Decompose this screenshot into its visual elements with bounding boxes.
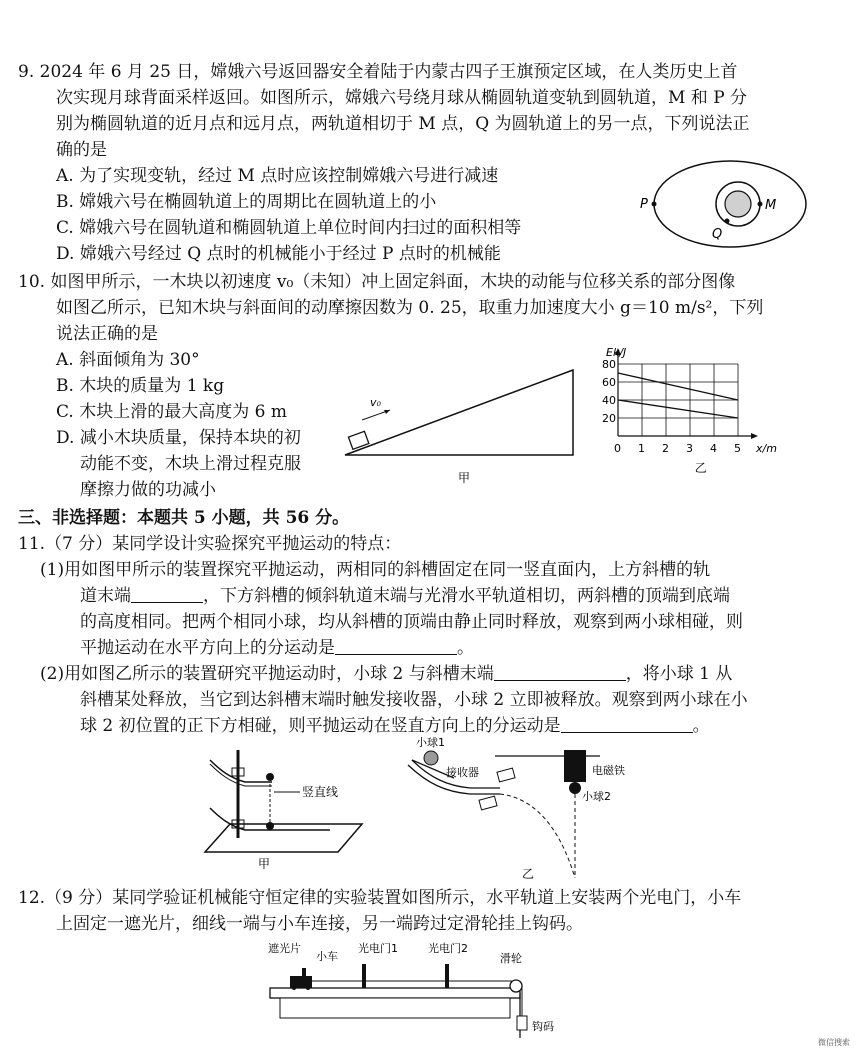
ek-y-axis-label: Ek/J: [606, 346, 627, 359]
watermark: 微信搜索: [818, 1038, 850, 1047]
q9-option-c: C. 嫦娥六号在圆轨道和椭圆轨道上单位时间内扫过的面积相等: [56, 218, 522, 238]
ball2-label: 小球2: [582, 790, 611, 803]
incline-figure: [340, 360, 585, 490]
q12-stem-line-1: 12.（9 分）某同学验证机械能守恒定律的实验装置如图所示，水平轨道上安装两个光电门，小车: [18, 888, 742, 908]
apparatus-yi-caption: 乙: [522, 867, 535, 881]
q11-p2-line-3: [80, 714, 710, 738]
ek-x-tick-label: 4: [710, 442, 717, 455]
q11-p1-line-2-end: ，下方斜槽的倾斜轨道末端与光滑水平轨道相切，两斜槽的顶端到底端: [203, 586, 730, 606]
pulley-label: 滑轮: [500, 952, 522, 965]
q9-option-d: D. 嫦娥六号经过 Q 点时的机械能小于经过 P 点时的机械能: [56, 244, 501, 264]
q11-p1-line-1: (1)用如图甲所示的装置探究平抛运动，两相同的斜槽固定在同一竖直面内，上方斜槽的轨: [40, 560, 711, 580]
ek-chart-caption: 乙: [694, 461, 707, 475]
q9-option-a: A. 为了实现变轨，经过 M 点时应该控制嫦娥六号进行减速: [56, 166, 499, 186]
q11-intro: 11.（7 分）某同学设计实验探究平抛运动的特点：: [18, 534, 402, 554]
q11-p1-line-2: [80, 584, 730, 608]
q10-stem-line-3: 说法正确的是: [56, 324, 158, 344]
q10-stem-line-2: 如图乙所示，已知木块与斜面间的动摩擦因数为 0. 25，取重力加速度大小 g＝10 m/s²，下列: [56, 298, 764, 318]
q10-stem-line-1: 10. 如图甲所示，一木块以初速度 v₀（未知）冲上固定斜面，木块的动能与位移关系的部分图像: [18, 272, 736, 292]
q11-p1-line-4-end: 。: [457, 638, 474, 658]
ek-y-tick-label: 60: [602, 376, 616, 389]
section-3-heading: 三、非选择题：本题共 5 小题，共 56 分。: [18, 508, 350, 528]
incline-caption: 甲: [458, 471, 471, 485]
q9-stem-line-2: 次实现月球背面采样返回。如图所示，嫦娥六号绕月球从椭圆轨道变轨到圆轨道，M 和 P 分: [56, 88, 748, 108]
ek-x-tick-label: 2: [662, 442, 669, 455]
weight-label: 钩码: [532, 1020, 554, 1033]
answer-blank-4[interactable]: [561, 714, 693, 733]
ek-y-tick-label: 40: [602, 394, 616, 407]
q11-p2-line-1-end: ，将小球 1 从: [625, 664, 733, 684]
gate1-label: 光电门1: [358, 942, 398, 955]
q11-p1-line-4: [80, 636, 474, 660]
projectile-apparatus-yi: [400, 738, 640, 880]
receiver-label: 接收器: [446, 766, 479, 779]
q11-p2-line-1: [40, 662, 732, 686]
q10-option-b: B. 木块的质量为 1 kg: [56, 376, 225, 396]
q11-p1-line-2-start: 道末端: [80, 586, 131, 606]
q10-option-c: C. 木块上滑的最大高度为 6 m: [56, 402, 287, 422]
ball1-label: 小球1: [416, 736, 445, 749]
q10-option-a: A. 斜面倾角为 30°: [56, 350, 200, 370]
answer-blank-2[interactable]: [335, 636, 457, 655]
orbit-label-m: M: [765, 198, 777, 213]
q11-p2-line-1-start: (2)用如图乙所示的装置研究平抛运动时，小球 2 与斜槽末端: [40, 664, 494, 684]
q11-p2-line-2: 斜槽某处释放，当它到达斜槽末端时触发接收器，小球 2 立即被释放。观察到两小球在小: [80, 690, 748, 710]
gate2-label: 光电门2: [428, 942, 468, 955]
q9-stem-line-1: 9. 2024 年 6 月 25 日，嫦娥六号返回器安全着陆于内蒙古四子王旗预定区域，在人类历史上首: [18, 62, 738, 82]
q10-option-d-cont-1: 动能不变，木块上滑过程克服: [80, 454, 301, 474]
answer-blank-3[interactable]: [494, 662, 626, 681]
ek-series-line: [618, 373, 738, 400]
ek-x-tick-label: 1: [638, 442, 645, 455]
ek-x-tick-label: 5: [734, 442, 741, 455]
q12-stem-line-2: 上固定一遮光片，细线一端与小车连接，另一端跨过定滑轮挂上钩码。: [56, 914, 583, 934]
ek-x-tick-label: 3: [686, 442, 693, 455]
q9-stem-line-3: 别为椭圆轨道的近月点和远月点，两轨道相切于 M 点，Q 为圆轨道上的另一点，下列说法正: [56, 114, 750, 134]
ek-y-tick-label: 80: [602, 358, 616, 371]
q11-p1-line-3: 的高度相同。把两个相同小球，均从斜槽的顶端由静止同时释放，观察到两小球相碰，则: [80, 612, 743, 632]
vertical-line-label: 竖直线: [302, 785, 339, 799]
answer-blank-1[interactable]: [131, 584, 203, 603]
orbit-label-p: P: [640, 197, 648, 212]
ek-x-arrow: [751, 433, 758, 439]
shade-label: 遮光片: [268, 942, 301, 955]
q9-option-b: B. 嫦娥六号在椭圆轨道上的周期比在圆轨道上的小: [56, 192, 437, 212]
orbit-figure: [640, 158, 810, 258]
ek-x-axis-label: x/m: [756, 442, 777, 455]
q11-p2-line-3-end: 。: [692, 716, 710, 736]
electromagnet-label: 电磁铁: [592, 764, 625, 777]
ek-series-line: [618, 400, 738, 418]
q10-option-d-cont-2: 摩擦力做的功减小: [80, 480, 216, 500]
apparatus-jia-caption: 甲: [258, 857, 271, 871]
projectile-apparatus-jia: [190, 742, 370, 872]
q11-p2-line-3-start: 球 2 初位置的正下方相碰，则平抛运动在竖直方向上的分运动是: [80, 716, 561, 736]
cart-label: 小车: [316, 950, 338, 963]
q9-stem-line-4: 确的是: [56, 140, 107, 160]
q11-p1-line-4-start: 平抛运动在水平方向上的分运动是: [80, 638, 335, 658]
ek-x-tick-label: 0: [614, 442, 621, 455]
q10-option-d: D. 减小木块质量，保持本块的初: [56, 428, 301, 448]
incline-v0-label: v₀: [370, 396, 381, 409]
ek-y-tick-label: 20: [602, 412, 616, 425]
energy-apparatus: [260, 938, 560, 1048]
ek-chart: [596, 346, 796, 486]
orbit-label-q: Q: [712, 227, 723, 242]
